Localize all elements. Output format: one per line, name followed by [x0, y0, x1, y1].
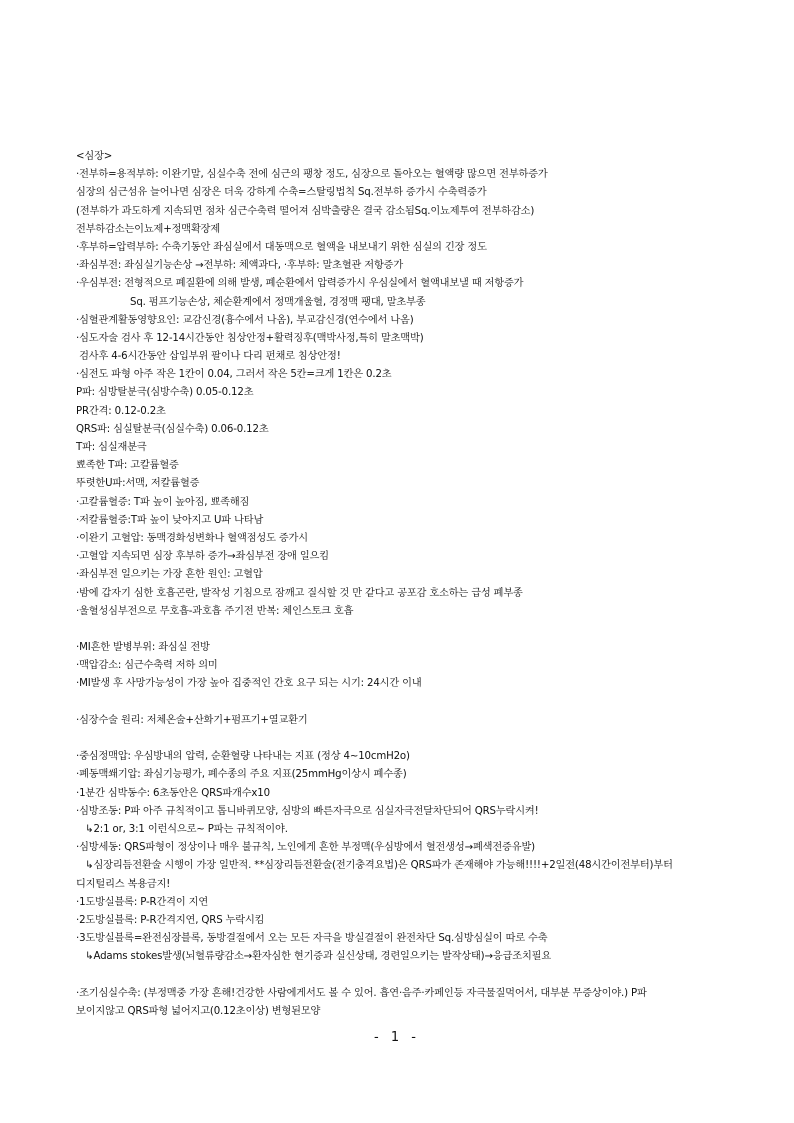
text-line: ·저칼륨혈증:T파 높이 낮아지고 U파 나타남: [76, 514, 264, 526]
text-line: ·조기심실수축: (부정맥중 가장 흔해!건강한 사람에게서도 볼 수 있어. 흡연·음주·카페인등 자극물질먹어서, 대부분 무증상이야.) P파: [76, 987, 647, 999]
text-line: 보이지않고 QRS파형 넓어지고(0.12초이상) 변형된모양: [76, 1005, 321, 1017]
text-line: PR간격: 0.12-0.2초: [76, 405, 166, 417]
text-line: ·전부하=용적부하: 이완기말, 심실수축 전에 심근의 팽창 정도, 심장으로 돌아오는 혈액량 많으면 전부하증가: [76, 169, 548, 181]
text-line: ·고혈압 지속되면 심장 후부하 증가→좌심부전 장애 일으킴: [76, 551, 329, 563]
text-line: ↳2:1 or, 3:1 이런식으로~ P파는 규칙적이야.: [82, 823, 288, 835]
text-line: 디지털리스 복용금지!: [76, 878, 171, 890]
text-line: (전부하가 과도하게 지속되면 점차 심근수축력 떨어져 심박출량은 결국 감소됨Sq.이뇨제투여 전부하감소): [76, 205, 535, 217]
text-line: T파: 심실재분극: [76, 442, 147, 453]
text-line: ·심전도 파형 아주 작은 1칸이 0.04, 그러서 작은 5칸=크게 1칸은 0.2초: [76, 369, 392, 381]
text-line: ·좌심부전 일으키는 가장 흔한 원인: 고혈압: [76, 569, 263, 581]
text-line: ·2도방실블록: P-R간격지연, QRS 누락시킴: [76, 914, 265, 926]
blank-line: [76, 694, 726, 712]
text-line: QRS파: 심실탈분극(심실수축) 0.06-0.12초: [76, 423, 269, 435]
text-line: ·우심부전: 전형적으로 폐질환에 의해 발생, 폐순환에서 압력증가시 우심실에서 혈액내보낼 때 저항증가: [76, 278, 524, 290]
text-line: ·심방세동: QRS파형이 정상이나 매우 불규칙, 노인에게 흔한 부정맥(우심방에서 혈전생성→폐색전증유발): [76, 842, 535, 854]
text-line: ·폐동맥쐐기압: 좌심기능평가, 폐수종의 주요 지표(25mmHg이상시 폐수종): [76, 769, 407, 781]
text-line: 검사후 4-6시간동안 삽입부위 팔이나 다리 펀채로 침상안정!: [76, 351, 341, 363]
text-line: Sq. 펌프기능손상, 체순환계에서 정맥개울혈, 경정맥 팽대, 말초부종: [130, 296, 426, 308]
text-line: ·심혈관계활동영향요인: 교감신경(흉수에서 나옴), 부교감신경(연수에서 나옴): [76, 314, 414, 326]
text-line: ·심도자술 검사 후 12-14시간동안 침상안정+활력징후(맥박사정,특히 말초맥박): [76, 332, 424, 344]
text-line: ·중심정맥압: 우심방내의 압력, 순환혈량 나타내는 지표 (정상 4~10cmH2o): [76, 751, 410, 763]
text-line: ·이완기 고혈압: 동맥경화성변화나 혈액점성도 증가시: [76, 532, 308, 544]
text-line: ·울혈성심부전으로 무호흡-과호흡 주기전 반복: 체인스토크 호흡: [76, 605, 354, 617]
text-line: ·좌심부전: 좌심실기능손상 →전부하: 체액과다, ·후부하: 말초혈관 저항증가: [76, 260, 404, 272]
text-line: <심장>: [76, 151, 113, 162]
document-body: [76, 148, 726, 1021]
text-line: ·MI흔한 발병부위: 좌심실 전방: [76, 642, 210, 654]
text-line: 뚜렷한U파:서맥, 저칼륨혈증: [76, 478, 200, 490]
text-line: ·맥압감소: 심근수축력 저하 의미: [76, 660, 218, 672]
text-line: P파: 심방탈분극(심방수축) 0.05-0.12초: [76, 387, 254, 399]
text-line: ·심방조동: P파 아주 규칙적이고 톱니바퀴모양, 심방의 빠른자극으로 심실자극전달차단되어 QRS누락시켜!: [76, 805, 539, 817]
blank-line: [76, 621, 726, 639]
text-line: ·밤에 갑자기 심한 호흡곤란, 발작성 기침으로 잠깨고 질식할 것 만 같다고 공포감 호소하는 급성 폐부종: [76, 587, 523, 599]
blank-line: [76, 730, 726, 748]
text-line: ·MI발생 후 사망가능성이 가장 높아 집중적인 간호 요구 되는 시기: 24시간 이내: [76, 678, 422, 690]
text-line: ↳Adams stokes발생(뇌혈류량감소→환자심한 현기증과 실신상태, 경련일으키는 발작상태)→응급조치필요: [82, 951, 552, 963]
text-line: 심장의 심근섬유 늘어나면 심장은 더욱 강하게 수축=스탈링법칙 Sq.전부하 증가시 수축력증가: [76, 187, 487, 199]
text-line: 뾰족한 T파: 고칼륨혈증: [76, 460, 179, 472]
text-line: 전부하감소는이뇨제+정맥확장제: [76, 223, 221, 235]
blank-line: [76, 966, 726, 984]
text-line: ·1분간 심박동수: 6초동안은 QRS파개수x10: [76, 787, 270, 799]
text-line: ·후부하=압력부하: 수축기동안 좌심실에서 대동맥으로 혈액을 내보내기 위한 심실의 긴장 정도: [76, 241, 487, 253]
text-line: ·고칼륨혈증: T파 높이 높아짐, 뾰족해짐: [76, 496, 250, 508]
text-line: ↳심장리듬전환술 시행이 가장 일반적. **심장리듬전환술(전기충격요법)은 QRS파가 존재해야 가능해!!!!+2일전(48시간이전부터)부터: [82, 860, 673, 872]
page-number: - 1 -: [374, 1030, 420, 1045]
text-line: ·심장수술 원리: 저체온술+산화기+펌프기+열교환기: [76, 714, 308, 726]
text-line: ·1도방실블록: P-R간격이 지연: [76, 896, 209, 908]
text-line: ·3도방실블록=완전심장블록, 동방결절에서 오는 모든 자극을 방실결절이 완전차단 Sq.심방심실이 따로 수축: [76, 933, 548, 945]
